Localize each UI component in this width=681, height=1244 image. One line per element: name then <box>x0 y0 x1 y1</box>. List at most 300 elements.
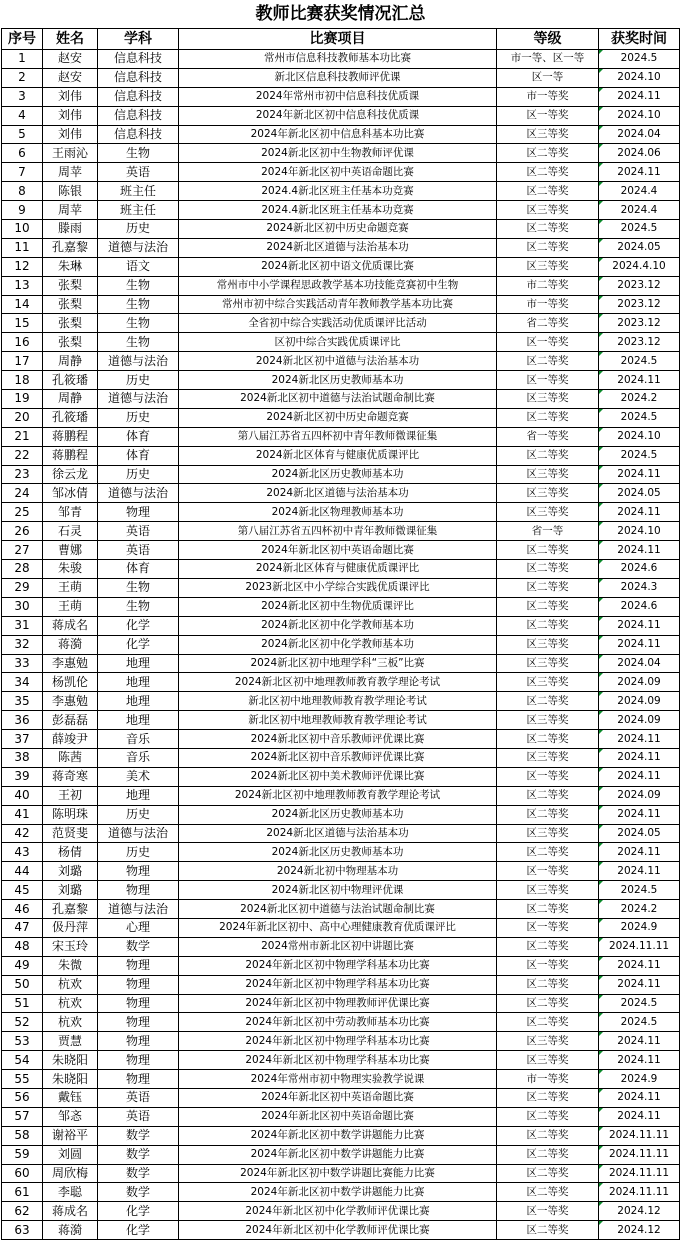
cell-seq: 22 <box>2 446 43 465</box>
cell-date: 2024.11.11 <box>599 1126 680 1145</box>
header-name: 姓名 <box>43 29 98 50</box>
cell-level: 区一等奖 <box>497 371 599 390</box>
cell-seq: 26 <box>2 522 43 541</box>
cell-name: 杭欢 <box>43 994 98 1013</box>
cell-name: 周欣梅 <box>43 1164 98 1183</box>
cell-level: 区三等奖 <box>497 1051 599 1070</box>
table-row <box>2 390 680 409</box>
cell-competition: 2024年新北区初中数学讲题能力比赛 <box>179 1126 497 1145</box>
cell-name: 王萌 <box>43 578 98 597</box>
table-row <box>2 1107 680 1126</box>
cell-name: 张梨 <box>43 276 98 295</box>
cell-competition: 2024年新北区初中物理学科基本功比赛 <box>179 1032 497 1051</box>
cell-seq: 53 <box>2 1032 43 1051</box>
table-row <box>2 635 680 654</box>
cell-competition: 2024新北区初中地理教师教育教学理论考试 <box>179 673 497 692</box>
cell-level: 区一等奖 <box>497 106 599 125</box>
cell-seq: 29 <box>2 578 43 597</box>
cell-level: 区二等奖 <box>497 805 599 824</box>
table-row <box>2 730 680 749</box>
cell-subject: 物理 <box>98 1013 179 1032</box>
cell-date: 2024.12 <box>599 1221 680 1240</box>
cell-date: 2024.4.10 <box>599 257 680 276</box>
cell-name: 蒋奇寒 <box>43 767 98 786</box>
cell-date: 2024.11 <box>599 748 680 767</box>
table-row <box>2 805 680 824</box>
table-row <box>2 427 680 446</box>
cell-name: 杨倩 <box>43 843 98 862</box>
cell-competition: 2024新北区体育与健康优质课评比 <box>179 560 497 579</box>
cell-subject: 物理 <box>98 975 179 994</box>
cell-level: 区一等奖 <box>497 333 599 352</box>
cell-seq: 35 <box>2 692 43 711</box>
cell-subject: 地理 <box>98 711 179 730</box>
cell-competition: 2024新北区初中地理教师教育教学理论考试 <box>179 786 497 805</box>
cell-seq: 14 <box>2 295 43 314</box>
cell-name: 朱骏 <box>43 560 98 579</box>
table-row <box>2 106 680 125</box>
cell-name: 蒋成名 <box>43 616 98 635</box>
table-row <box>2 1088 680 1107</box>
cell-level: 区三等奖 <box>497 881 599 900</box>
cell-seq: 8 <box>2 182 43 201</box>
cell-name: 朱琳 <box>43 257 98 276</box>
table-row <box>2 1051 680 1070</box>
cell-subject: 生物 <box>98 314 179 333</box>
cell-seq: 31 <box>2 616 43 635</box>
cell-seq: 28 <box>2 560 43 579</box>
cell-date: 2024.3 <box>599 578 680 597</box>
cell-date: 2024.11 <box>599 87 680 106</box>
cell-competition: 2024新北区道德与法治基本功 <box>179 238 497 257</box>
cell-seq: 9 <box>2 201 43 220</box>
cell-level: 区一等奖 <box>497 1202 599 1221</box>
cell-date: 2024.6 <box>599 597 680 616</box>
cell-competition: 2024新北区初中生物教师评优课 <box>179 144 497 163</box>
cell-competition: 2024新北区初中道德与法治试题命制比赛 <box>179 390 497 409</box>
table-row <box>2 295 680 314</box>
table-row <box>2 541 680 560</box>
cell-seq: 63 <box>2 1221 43 1240</box>
cell-competition: 2024新北区历史教师基本功 <box>179 465 497 484</box>
cell-name: 王萌 <box>43 597 98 616</box>
table-row <box>2 692 680 711</box>
cell-subject: 物理 <box>98 956 179 975</box>
cell-competition: 区初中综合实践优质课评比 <box>179 333 497 352</box>
table-row <box>2 560 680 579</box>
cell-seq: 45 <box>2 881 43 900</box>
cell-name: 贾慧 <box>43 1032 98 1051</box>
cell-competition: 2024新北区历史教师基本功 <box>179 805 497 824</box>
table-row <box>2 1202 680 1221</box>
cell-date: 2024.11 <box>599 616 680 635</box>
cell-competition: 2023新北区中小学综合实践优质课评比 <box>179 578 497 597</box>
table-row <box>2 824 680 843</box>
cell-competition: 2024年常州市初中物理实验教学说课 <box>179 1070 497 1089</box>
cell-seq: 57 <box>2 1107 43 1126</box>
cell-date: 2024.12 <box>599 1202 680 1221</box>
cell-date: 2024.9 <box>599 918 680 937</box>
cell-name: 刘伟 <box>43 106 98 125</box>
cell-date: 2024.11 <box>599 503 680 522</box>
table-row <box>2 503 680 522</box>
cell-subject: 英语 <box>98 522 179 541</box>
cell-date: 2024.11 <box>599 956 680 975</box>
cell-subject: 生物 <box>98 597 179 616</box>
cell-level: 区三等奖 <box>497 201 599 220</box>
table-row <box>2 767 680 786</box>
cell-seq: 6 <box>2 144 43 163</box>
cell-competition: 常州市信息科技教师基本功比赛 <box>179 50 497 69</box>
cell-name: 周静 <box>43 352 98 371</box>
cell-name: 张梨 <box>43 333 98 352</box>
cell-competition: 新北区初中地理教师教育教学理论考试 <box>179 692 497 711</box>
cell-level: 市一等奖 <box>497 1070 599 1089</box>
cell-seq: 39 <box>2 767 43 786</box>
cell-name: 蒋鹏程 <box>43 446 98 465</box>
cell-level: 区一等奖 <box>497 767 599 786</box>
cell-level: 区三等奖 <box>497 484 599 503</box>
cell-date: 2024.05 <box>599 824 680 843</box>
cell-competition: 2024新北区初中美术教师评优课比赛 <box>179 767 497 786</box>
cell-subject: 信息科技 <box>98 68 179 87</box>
table-row <box>2 786 680 805</box>
cell-competition: 2024新北区初中历史命题竞赛 <box>179 220 497 239</box>
cell-date: 2024.06 <box>599 144 680 163</box>
cell-date: 2024.6 <box>599 560 680 579</box>
cell-subject: 数学 <box>98 1145 179 1164</box>
table-row <box>2 333 680 352</box>
cell-level: 区三等奖 <box>497 711 599 730</box>
cell-seq: 37 <box>2 730 43 749</box>
cell-competition: 2024年新北区初中劳动教师基本功比赛 <box>179 1013 497 1032</box>
header-subject: 学科 <box>98 29 179 50</box>
cell-level: 区三等奖 <box>497 257 599 276</box>
cell-competition: 第八届江苏省五四杯初中青年教师微课征集 <box>179 522 497 541</box>
cell-name: 周苹 <box>43 201 98 220</box>
cell-subject: 体育 <box>98 446 179 465</box>
cell-level: 区二等奖 <box>497 578 599 597</box>
table-row <box>2 1126 680 1145</box>
cell-date: 2024.11 <box>599 1088 680 1107</box>
cell-name: 蒋成名 <box>43 1202 98 1221</box>
cell-date: 2024.11 <box>599 163 680 182</box>
cell-date: 2024.11 <box>599 371 680 390</box>
cell-subject: 化学 <box>98 635 179 654</box>
cell-date: 2024.4 <box>599 201 680 220</box>
cell-subject: 道德与法治 <box>98 900 179 919</box>
cell-name: 滕雨 <box>43 220 98 239</box>
cell-name: 陈银 <box>43 182 98 201</box>
cell-seq: 33 <box>2 654 43 673</box>
cell-level: 区二等奖 <box>497 1221 599 1240</box>
cell-level: 区二等奖 <box>497 1145 599 1164</box>
cell-level: 省一等奖 <box>497 427 599 446</box>
table-row <box>2 748 680 767</box>
cell-seq: 18 <box>2 371 43 390</box>
table-row <box>2 711 680 730</box>
cell-competition: 2024年新北区初中英语命题比赛 <box>179 541 497 560</box>
cell-seq: 34 <box>2 673 43 692</box>
cell-name: 蒋漪 <box>43 635 98 654</box>
cell-subject: 地理 <box>98 786 179 805</box>
cell-competition: 全省初中综合实践活动优质课评比活动 <box>179 314 497 333</box>
cell-competition: 2024新北区历史教师基本功 <box>179 843 497 862</box>
table-row <box>2 465 680 484</box>
cell-subject: 物理 <box>98 1051 179 1070</box>
cell-seq: 58 <box>2 1126 43 1145</box>
cell-date: 2023.12 <box>599 333 680 352</box>
cell-competition: 2024年新北区初中英语命题比赛 <box>179 163 497 182</box>
table-row <box>2 408 680 427</box>
cell-level: 区二等奖 <box>497 1126 599 1145</box>
cell-seq: 60 <box>2 1164 43 1183</box>
cell-level: 市一等奖 <box>497 295 599 314</box>
cell-competition: 2024新北区初中道德与法治试题命制比赛 <box>179 900 497 919</box>
cell-competition: 2024新北区初中音乐教师评优课比赛 <box>179 748 497 767</box>
cell-competition: 2024新北区初中化学教师基本功 <box>179 616 497 635</box>
cell-competition: 2024年新北区初中化学教师评优课比赛 <box>179 1221 497 1240</box>
cell-name: 石灵 <box>43 522 98 541</box>
cell-level: 区二等奖 <box>497 1088 599 1107</box>
cell-seq: 38 <box>2 748 43 767</box>
cell-level: 区二等奖 <box>497 408 599 427</box>
table-row <box>2 616 680 635</box>
table-row <box>2 144 680 163</box>
cell-seq: 47 <box>2 918 43 937</box>
cell-subject: 音乐 <box>98 748 179 767</box>
cell-subject: 道德与法治 <box>98 352 179 371</box>
cell-level: 区二等奖 <box>497 843 599 862</box>
cell-name: 薛竣尹 <box>43 730 98 749</box>
cell-name: 朱晓阳 <box>43 1051 98 1070</box>
cell-seq: 1 <box>2 50 43 69</box>
cell-level: 区二等奖 <box>497 220 599 239</box>
cell-name: 刘圆 <box>43 1145 98 1164</box>
cell-seq: 13 <box>2 276 43 295</box>
cell-date: 2024.5 <box>599 220 680 239</box>
cell-level: 区一等奖 <box>497 956 599 975</box>
cell-subject: 生物 <box>98 578 179 597</box>
cell-competition: 2024年新北区初中数学讲题能力比赛 <box>179 1183 497 1202</box>
cell-date: 2024.5 <box>599 352 680 371</box>
cell-name: 孔嘉黎 <box>43 900 98 919</box>
cell-seq: 25 <box>2 503 43 522</box>
cell-competition: 2024年新北区初中物理教师评优课比赛 <box>179 994 497 1013</box>
cell-date: 2024.5 <box>599 1013 680 1032</box>
cell-competition: 2024新北初中物理基本功 <box>179 862 497 881</box>
cell-competition: 新北区信息科技教师评优课 <box>179 68 497 87</box>
cell-date: 2023.12 <box>599 276 680 295</box>
page-title: 教师比赛获奖情况汇总 <box>255 4 426 24</box>
cell-date: 2024.09 <box>599 692 680 711</box>
cell-subject: 信息科技 <box>98 125 179 144</box>
cell-seq: 55 <box>2 1070 43 1089</box>
cell-competition: 2024常州市新北区初中讲题比赛 <box>179 937 497 956</box>
cell-competition: 新北区初中地理教师教育教学理论考试 <box>179 711 497 730</box>
cell-competition: 2024新北区初中音乐教师评优课比赛 <box>179 730 497 749</box>
cell-level: 区二等奖 <box>497 937 599 956</box>
cell-name: 蒋漪 <box>43 1221 98 1240</box>
cell-competition: 2024新北区初中化学教师基本功 <box>179 635 497 654</box>
cell-subject: 道德与法治 <box>98 484 179 503</box>
cell-subject: 英语 <box>98 1088 179 1107</box>
table-row <box>2 314 680 333</box>
cell-seq: 41 <box>2 805 43 824</box>
cell-seq: 56 <box>2 1088 43 1107</box>
cell-seq: 16 <box>2 333 43 352</box>
header-competition: 比赛项目 <box>179 29 497 50</box>
cell-subject: 英语 <box>98 541 179 560</box>
table-row <box>2 1183 680 1202</box>
table-row <box>2 1164 680 1183</box>
cell-date: 2024.5 <box>599 408 680 427</box>
cell-level: 区二等奖 <box>497 786 599 805</box>
cell-level: 区二等奖 <box>497 1164 599 1183</box>
cell-seq: 30 <box>2 597 43 616</box>
cell-level: 区二等奖 <box>497 352 599 371</box>
cell-seq: 10 <box>2 220 43 239</box>
cell-subject: 体育 <box>98 427 179 446</box>
cell-subject: 语文 <box>98 257 179 276</box>
cell-subject: 英语 <box>98 1107 179 1126</box>
cell-date: 2024.11 <box>599 1051 680 1070</box>
cell-level: 区三等奖 <box>497 1032 599 1051</box>
cell-competition: 2024年新北区初中英语命题比赛 <box>179 1088 497 1107</box>
cell-name: 范贤斐 <box>43 824 98 843</box>
cell-date: 2024.11 <box>599 730 680 749</box>
cell-level: 市一等奖 <box>497 87 599 106</box>
cell-date: 2024.11 <box>599 805 680 824</box>
cell-level: 区三等奖 <box>497 748 599 767</box>
cell-subject: 物理 <box>98 503 179 522</box>
cell-level: 省一等 <box>497 522 599 541</box>
header-row <box>2 29 680 50</box>
table-row <box>2 1221 680 1240</box>
table-row <box>2 446 680 465</box>
cell-name: 邹忞 <box>43 1107 98 1126</box>
cell-competition: 2024年新北区初中、高中心理健康教育优质课评比 <box>179 918 497 937</box>
cell-subject: 物理 <box>98 1070 179 1089</box>
cell-competition: 第八届江苏省五四杯初中青年教师微课征集 <box>179 427 497 446</box>
cell-competition: 2024新北区物理教师基本功 <box>179 503 497 522</box>
table-row <box>2 862 680 881</box>
cell-seq: 23 <box>2 465 43 484</box>
cell-subject: 数学 <box>98 1183 179 1202</box>
cell-seq: 62 <box>2 1202 43 1221</box>
cell-subject: 生物 <box>98 144 179 163</box>
cell-level: 区三等奖 <box>497 673 599 692</box>
cell-competition: 2024.4新北区班主任基本功竞赛 <box>179 182 497 201</box>
cell-date: 2024.11 <box>599 541 680 560</box>
cell-subject: 信息科技 <box>98 87 179 106</box>
cell-name: 王雨沁 <box>43 144 98 163</box>
cell-subject: 历史 <box>98 843 179 862</box>
cell-subject: 物理 <box>98 1032 179 1051</box>
awards-table <box>1 28 680 1240</box>
cell-seq: 24 <box>2 484 43 503</box>
cell-subject: 生物 <box>98 333 179 352</box>
cell-level: 区二等奖 <box>497 900 599 919</box>
cell-level: 市一等、区一等 <box>497 50 599 69</box>
table-row <box>2 87 680 106</box>
table-row <box>2 220 680 239</box>
cell-subject: 化学 <box>98 1221 179 1240</box>
cell-seq: 46 <box>2 900 43 919</box>
cell-seq: 51 <box>2 994 43 1013</box>
cell-date: 2024.09 <box>599 673 680 692</box>
cell-seq: 54 <box>2 1051 43 1070</box>
cell-subject: 信息科技 <box>98 106 179 125</box>
cell-subject: 化学 <box>98 1202 179 1221</box>
cell-level: 区一等奖 <box>497 862 599 881</box>
cell-level: 区三等奖 <box>497 503 599 522</box>
table-row <box>2 276 680 295</box>
cell-competition: 2024新北区道德与法治基本功 <box>179 824 497 843</box>
cell-competition: 2024新北区历史教师基本功 <box>179 371 497 390</box>
cell-name: 伋丹萍 <box>43 918 98 937</box>
cell-subject: 数学 <box>98 937 179 956</box>
cell-name: 陈茜 <box>43 748 98 767</box>
table-row <box>2 163 680 182</box>
cell-name: 赵安 <box>43 68 98 87</box>
cell-seq: 59 <box>2 1145 43 1164</box>
cell-level: 区三等奖 <box>497 654 599 673</box>
table-row <box>2 1032 680 1051</box>
cell-subject: 信息科技 <box>98 50 179 69</box>
cell-seq: 4 <box>2 106 43 125</box>
cell-name: 朱微 <box>43 956 98 975</box>
cell-date: 2024.9 <box>599 1070 680 1089</box>
cell-level: 区二等奖 <box>497 994 599 1013</box>
cell-level: 区三等奖 <box>497 635 599 654</box>
table-row <box>2 843 680 862</box>
cell-name: 刘伟 <box>43 87 98 106</box>
table-row <box>2 257 680 276</box>
cell-competition: 2024新北区初中语文优质课比赛 <box>179 257 497 276</box>
cell-date: 2023.12 <box>599 314 680 333</box>
table-row <box>2 1013 680 1032</box>
table-row <box>2 937 680 956</box>
cell-level: 区二等奖 <box>497 730 599 749</box>
cell-subject: 历史 <box>98 371 179 390</box>
cell-seq: 52 <box>2 1013 43 1032</box>
cell-seq: 11 <box>2 238 43 257</box>
cell-competition: 2024年新北区初中英语命题比赛 <box>179 1107 497 1126</box>
cell-name: 张梨 <box>43 314 98 333</box>
cell-subject: 道德与法治 <box>98 390 179 409</box>
cell-subject: 体育 <box>98 560 179 579</box>
table-row <box>2 522 680 541</box>
cell-level: 区二等奖 <box>497 1183 599 1202</box>
cell-name: 宋玉玲 <box>43 937 98 956</box>
cell-date: 2024.5 <box>599 881 680 900</box>
cell-date: 2024.11 <box>599 635 680 654</box>
header-seq: 序号 <box>2 29 43 50</box>
cell-seq: 36 <box>2 711 43 730</box>
cell-competition: 2024年新北区初中化学教师评优课比赛 <box>179 1202 497 1221</box>
cell-name: 周苹 <box>43 163 98 182</box>
table-row <box>2 673 680 692</box>
table-row <box>2 68 680 87</box>
cell-date: 2024.2 <box>599 390 680 409</box>
cell-competition: 2024新北区初中历史命题竞赛 <box>179 408 497 427</box>
cell-date: 2024.11 <box>599 465 680 484</box>
cell-seq: 50 <box>2 975 43 994</box>
cell-competition: 2024年新北区初中物理学科基本功比赛 <box>179 975 497 994</box>
cell-date: 2024.11 <box>599 1032 680 1051</box>
cell-date: 2024.10 <box>599 68 680 87</box>
